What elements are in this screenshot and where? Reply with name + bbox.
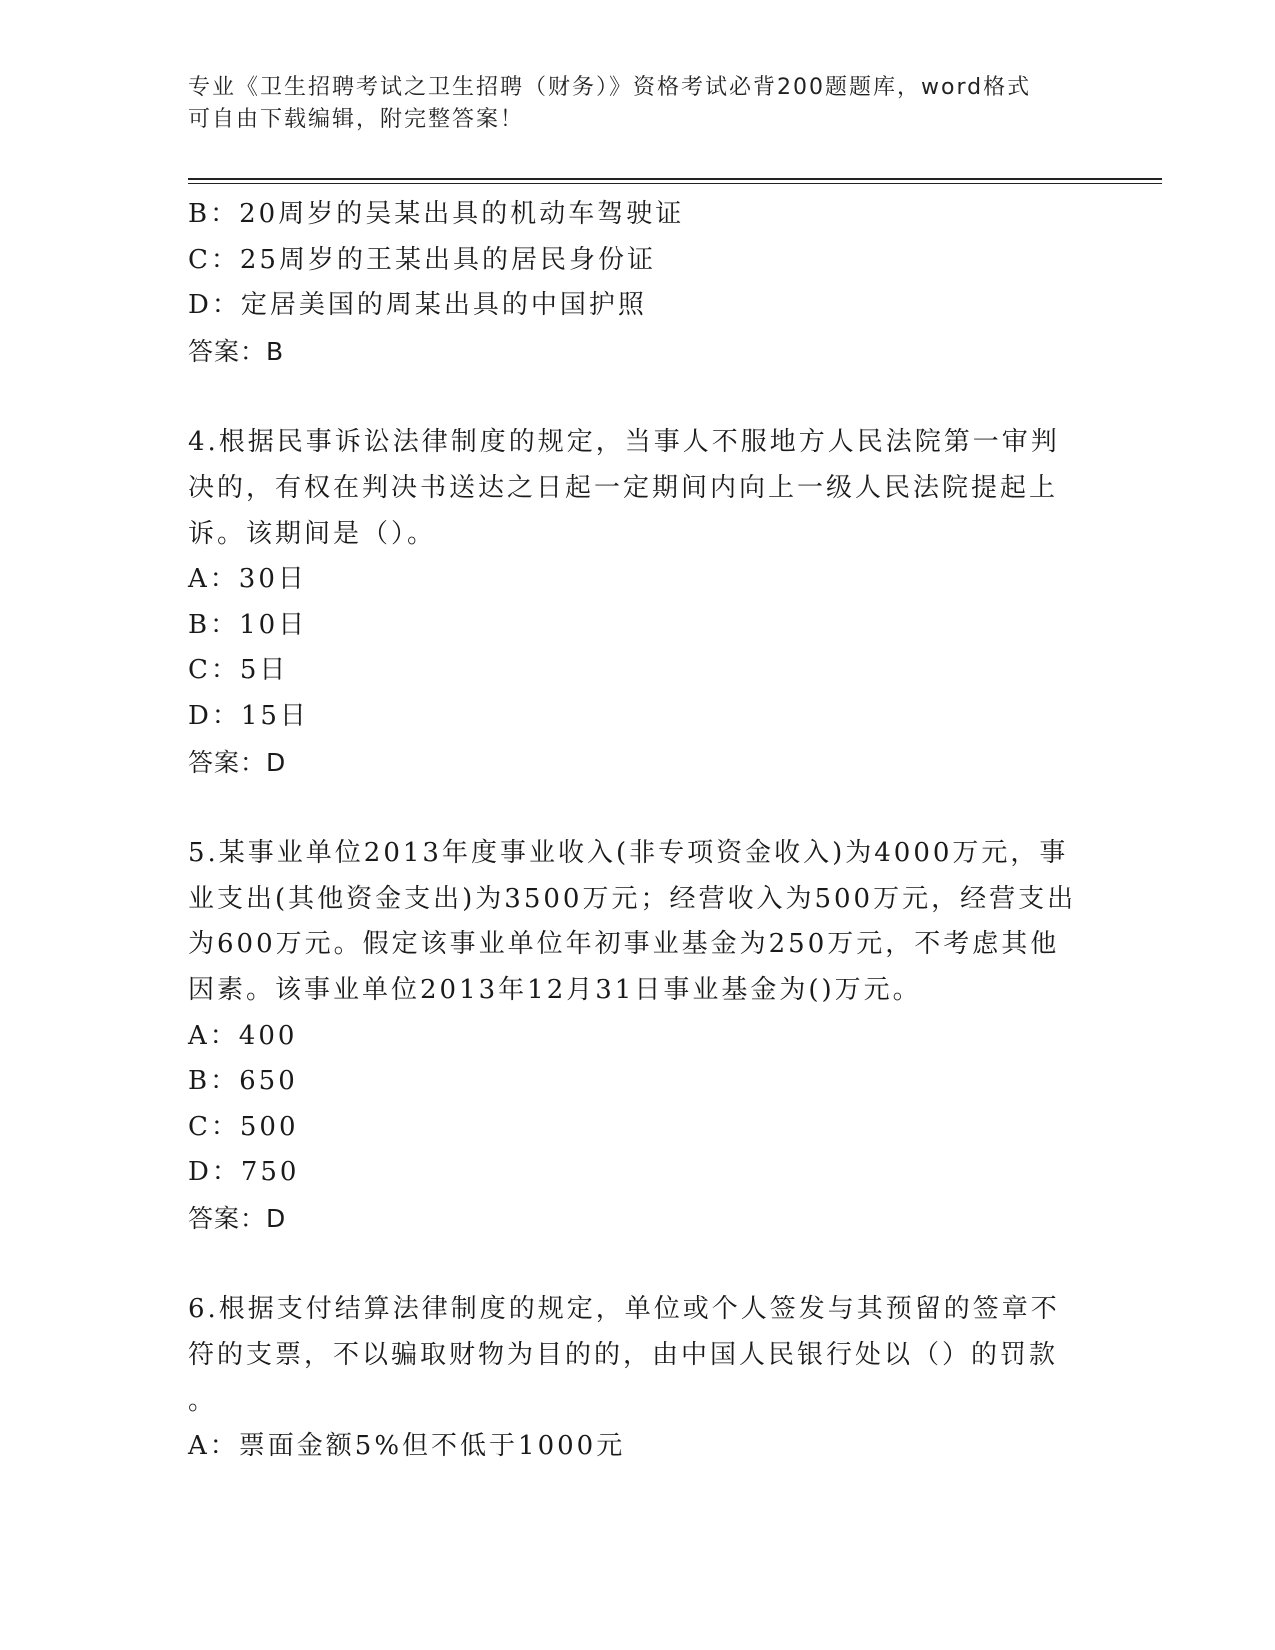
spacer <box>188 1241 1068 1287</box>
question-stem-line: 5.某事业单位2013年度事业收入(非专项资金收入)为4000万元，事 <box>188 838 1069 869</box>
option-b: B：10日 <box>188 609 308 640</box>
option-c: C：500 <box>188 1111 299 1142</box>
header-line-1: 专业《卫生招聘考试之卫生招聘（财务）》资格考试必背200题题库，word格式 <box>188 75 1032 100</box>
header-rule-thick <box>188 178 1162 180</box>
option-c: C：5日 <box>188 655 289 686</box>
question-stem-line: 符的支票，不以骗取财物为目的的，由中国人民银行处以（）的罚款 <box>188 1340 1059 1371</box>
option-d: D：15日 <box>188 700 309 731</box>
question-stem-line: 决的，有权在判决书送达之日起一定期间内向上一级人民法院提起上 <box>188 472 1059 503</box>
question-5 <box>188 831 1077 1241</box>
question-stem-line: 。 <box>188 1385 218 1416</box>
option-a: A：30日 <box>188 564 307 595</box>
page-header <box>188 72 1068 136</box>
option-a: A：400 <box>188 1020 298 1051</box>
option-d: D：750 <box>188 1157 300 1188</box>
question-3 <box>188 192 1068 374</box>
option-b: B：20周岁的吴某出具的机动车驾驶证 <box>188 199 685 229</box>
option-c: C：25周岁的王某出具的居民身份证 <box>188 244 656 275</box>
question-stem-line: 诉。该期间是（）。 <box>188 518 437 549</box>
header-line-2: 可自由下载编辑，附完整答案！ <box>188 107 525 132</box>
spacer <box>188 374 1068 420</box>
question-6 <box>188 1287 1068 1469</box>
option-b: B：650 <box>188 1066 298 1097</box>
question-stem-line: 因素。该事业单位2013年12月31日事业基金为()万元。 <box>188 974 922 1005</box>
answer: 答案：B <box>188 336 285 366</box>
answer: 答案：D <box>188 747 287 777</box>
question-stem-line: 为600万元。假定该事业单位年初事业基金为250万元，不考虑其他 <box>188 929 1060 960</box>
question-content <box>188 192 1077 1470</box>
question-stem-line: 6.根据支付结算法律制度的规定，单位或个人签发与其预留的签章不 <box>188 1294 1060 1325</box>
question-stem-line: 4.根据民事诉讼法律制度的规定，当事人不服地方人民法院第一审判 <box>188 427 1060 458</box>
option-a: A：票面金额5%但不低于1000元 <box>188 1431 626 1462</box>
spacer <box>188 785 1068 831</box>
option-d: D：定居美国的周某出具的中国护照 <box>188 290 647 321</box>
header-rule-thin <box>188 183 1162 184</box>
answer: 答案：D <box>188 1203 287 1233</box>
question-4 <box>188 420 1068 785</box>
question-stem-line: 业支出(其他资金支出)为3500万元；经营收入为500万元，经营支出 <box>188 883 1077 914</box>
